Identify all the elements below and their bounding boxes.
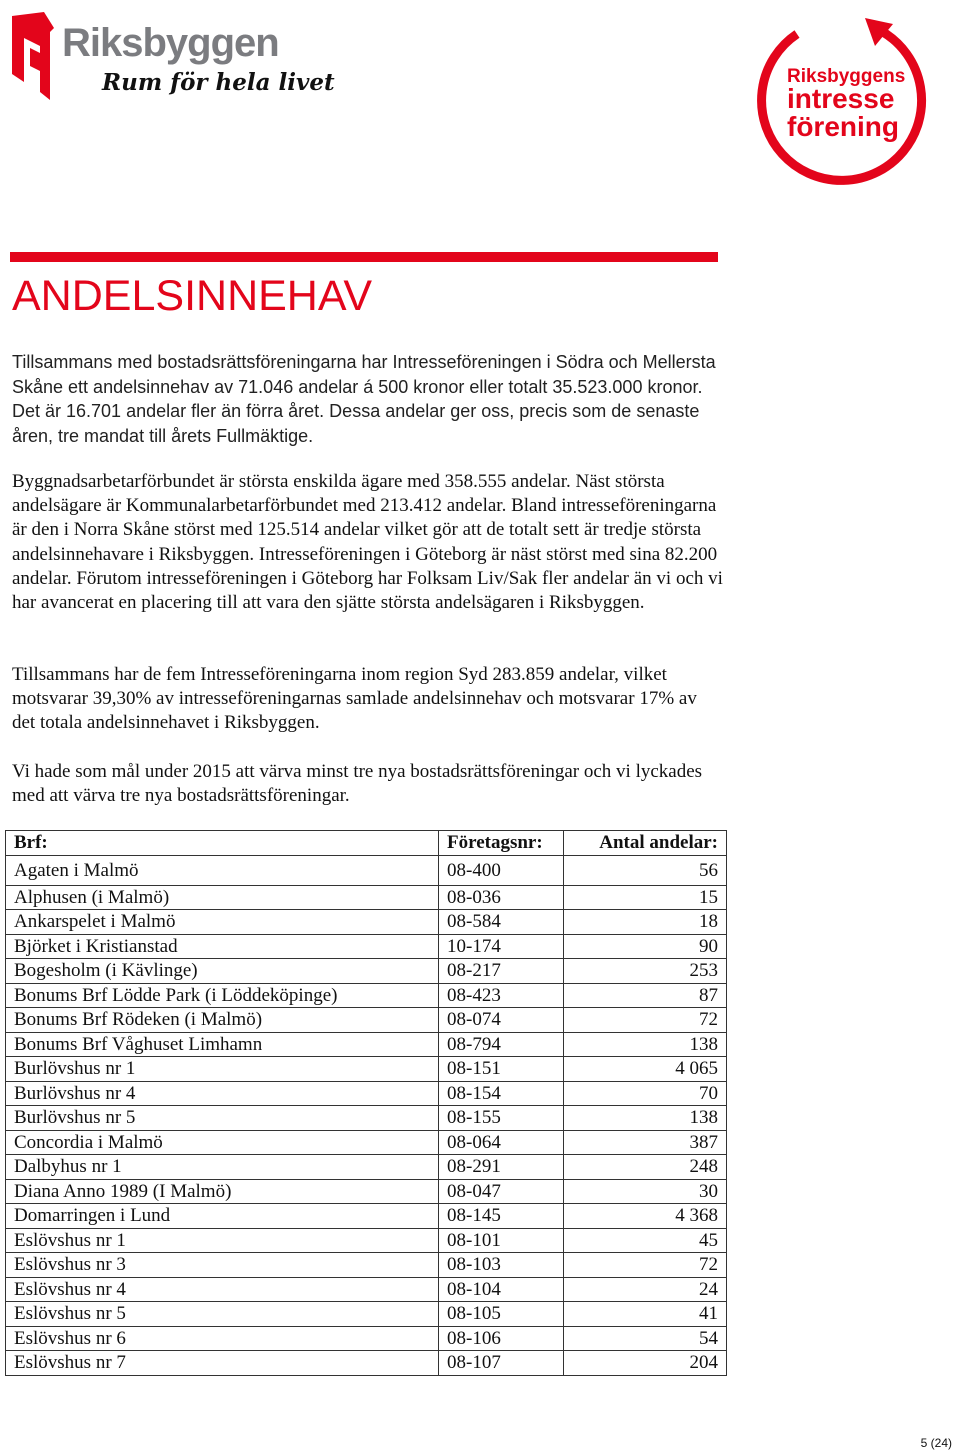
table-row xyxy=(6,1106,727,1131)
table-header-row xyxy=(6,831,727,856)
cell-shares: 204 xyxy=(564,1351,727,1376)
logo-tagline: Rum för hela livet xyxy=(102,69,335,96)
table-row xyxy=(6,1302,727,1327)
cell-brf: Eslövshus nr 7 xyxy=(6,1351,439,1376)
table-row xyxy=(6,1008,727,1033)
logo-line-3: förening xyxy=(787,111,899,142)
table-row xyxy=(6,1130,727,1155)
cell-company-number: 08-036 xyxy=(439,885,564,910)
riksbyggen-logo xyxy=(10,10,335,105)
cell-shares: 72 xyxy=(564,1008,727,1033)
cell-company-number: 08-103 xyxy=(439,1253,564,1278)
cell-brf: Dalbyhus nr 1 xyxy=(6,1155,439,1180)
column-header-brf: Brf: xyxy=(6,831,439,856)
cell-shares: 87 xyxy=(564,983,727,1008)
paragraph-region-syd: Tillsammans har de fem Intresseföreningarna inom region Syd 283.859 andelar, vilket motsvarar 39,30% av intresseföreningarnas samlade andelsinnehav och motsvarar 17% av det totala andelsinnehavet i Riksbyggen. xyxy=(12,664,697,734)
cell-company-number: 08-145 xyxy=(439,1204,564,1229)
cell-shares: 138 xyxy=(564,1032,727,1057)
cell-brf: Eslövshus nr 1 xyxy=(6,1228,439,1253)
table-row xyxy=(6,1032,727,1057)
table-row xyxy=(6,959,727,984)
table-row xyxy=(6,1351,727,1376)
logo-line-2: intresse xyxy=(787,83,895,114)
cell-company-number: 08-064 xyxy=(439,1130,564,1155)
table-row xyxy=(6,1081,727,1106)
paragraph-holdings: Tillsammans med bostadsrättsföreningarna har Intresseföreningen i Södra och Mellersta Skåne ett andelsinnehav av 71.046 andelar á 500 kronor eller totalt 35.523.000 kronor. Det är 16.701 andelar fler än förra året. Dessa andelar ger oss, precis som de senaste åren, tre mandat till årets Fullmäktige. xyxy=(12,352,716,446)
cell-company-number: 08-400 xyxy=(439,855,564,885)
cell-brf: Burlövshus nr 4 xyxy=(6,1081,439,1106)
table-row xyxy=(6,885,727,910)
cell-shares: 248 xyxy=(564,1155,727,1180)
shares-table xyxy=(5,830,727,1376)
cell-company-number: 08-423 xyxy=(439,983,564,1008)
cell-brf: Alphusen (i Malmö) xyxy=(6,885,439,910)
paragraph-goal-2015: Vi hade som mål under 2015 att värva minst tre nya bostadsrättsföreningar och vi lyckades med att värva tre nya bostadsrättsföreningar. xyxy=(12,761,703,807)
column-header-company-number: Företagsnr: xyxy=(439,831,564,856)
cell-company-number: 08-107 xyxy=(439,1351,564,1376)
cell-shares: 24 xyxy=(564,1277,727,1302)
cell-brf: Agaten i Malmö xyxy=(6,855,439,885)
table-row xyxy=(6,934,727,959)
cell-brf: Diana Anno 1989 (I Malmö) xyxy=(6,1179,439,1204)
cell-shares: 30 xyxy=(564,1179,727,1204)
cell-brf: Eslövshus nr 3 xyxy=(6,1253,439,1278)
cell-company-number: 08-291 xyxy=(439,1155,564,1180)
cell-shares: 253 xyxy=(564,959,727,984)
cell-brf: Burlövshus nr 5 xyxy=(6,1106,439,1131)
page-title: ANDELSINNEHAV xyxy=(12,272,373,320)
table-row xyxy=(6,1057,727,1082)
cell-company-number: 08-106 xyxy=(439,1326,564,1351)
cell-shares: 138 xyxy=(564,1106,727,1131)
title-divider xyxy=(10,252,718,262)
cell-shares: 4 368 xyxy=(564,1204,727,1229)
table-row xyxy=(6,1155,727,1180)
table-row xyxy=(6,1228,727,1253)
page-number: 5 (24) xyxy=(920,1436,952,1450)
table-row xyxy=(6,983,727,1008)
paragraph-largest-owners: Byggnadsarbetarförbundet är största enskilda ägare med 358.555 andelar. Näst största andelsägare är Kommunalarbetarförbundet med 213.412 andelar. Bland intresseföreningarna är den i Norra Skåne störst med 125.514 andelar vilket gör att de totalt sett är tredje största andelsinnehavare i Riksbyggen. Intresseföreningen i Göteborg är näst störst med sina 82.200 andelar. Förutom intresseföreningen i Göteborg har Folksam Liv/Sak fler andelar än vi och vi har avancerat en placering till att vara den sjätte största andelsägaren i Riksbyggen. xyxy=(12,471,723,614)
cell-shares: 18 xyxy=(564,910,727,935)
cell-company-number: 10-174 xyxy=(439,934,564,959)
intresseforening-logo xyxy=(757,4,947,194)
cell-shares: 54 xyxy=(564,1326,727,1351)
cell-brf: Björket i Kristianstad xyxy=(6,934,439,959)
cell-company-number: 08-584 xyxy=(439,910,564,935)
table-row xyxy=(6,1277,727,1302)
cell-company-number: 08-154 xyxy=(439,1081,564,1106)
cell-company-number: 08-217 xyxy=(439,959,564,984)
cell-company-number: 08-105 xyxy=(439,1302,564,1327)
table-row xyxy=(6,855,727,885)
cell-brf: Bonums Brf Rödeken (i Malmö) xyxy=(6,1008,439,1033)
cell-company-number: 08-104 xyxy=(439,1277,564,1302)
table-row xyxy=(6,1179,727,1204)
cell-brf: Burlövshus nr 1 xyxy=(6,1057,439,1082)
table-body xyxy=(6,855,727,1375)
table-row xyxy=(6,1253,727,1278)
cell-shares: 45 xyxy=(564,1228,727,1253)
column-header-shares: Antal andelar: xyxy=(564,831,727,856)
cell-shares: 15 xyxy=(564,885,727,910)
cell-brf: Eslövshus nr 4 xyxy=(6,1277,439,1302)
cell-brf: Eslövshus nr 5 xyxy=(6,1302,439,1327)
cell-shares: 41 xyxy=(564,1302,727,1327)
table-row xyxy=(6,1326,727,1351)
cell-shares: 387 xyxy=(564,1130,727,1155)
cell-company-number: 08-151 xyxy=(439,1057,564,1082)
cell-brf: Bonums Brf Våghuset Limhamn xyxy=(6,1032,439,1057)
cell-shares: 4 065 xyxy=(564,1057,727,1082)
cell-brf: Concordia i Malmö xyxy=(6,1130,439,1155)
cell-brf: Bonums Brf Lödde Park (i Löddeköpinge) xyxy=(6,983,439,1008)
logo-line-1: Riksbyggens xyxy=(787,66,906,87)
cell-brf: Ankarspelet i Malmö xyxy=(6,910,439,935)
cell-brf: Bogesholm (i Kävlinge) xyxy=(6,959,439,984)
cell-company-number: 08-794 xyxy=(439,1032,564,1057)
cell-shares: 90 xyxy=(564,934,727,959)
cell-company-number: 08-047 xyxy=(439,1179,564,1204)
table-row xyxy=(6,1204,727,1229)
logo-wordmark: Riksbyggen xyxy=(62,21,279,65)
cell-brf: Eslövshus nr 6 xyxy=(6,1326,439,1351)
cell-shares: 56 xyxy=(564,855,727,885)
cell-company-number: 08-101 xyxy=(439,1228,564,1253)
cell-shares: 72 xyxy=(564,1253,727,1278)
cell-company-number: 08-074 xyxy=(439,1008,564,1033)
cell-company-number: 08-155 xyxy=(439,1106,564,1131)
cell-brf: Domarringen i Lund xyxy=(6,1204,439,1229)
cell-shares: 70 xyxy=(564,1081,727,1106)
table-row xyxy=(6,910,727,935)
